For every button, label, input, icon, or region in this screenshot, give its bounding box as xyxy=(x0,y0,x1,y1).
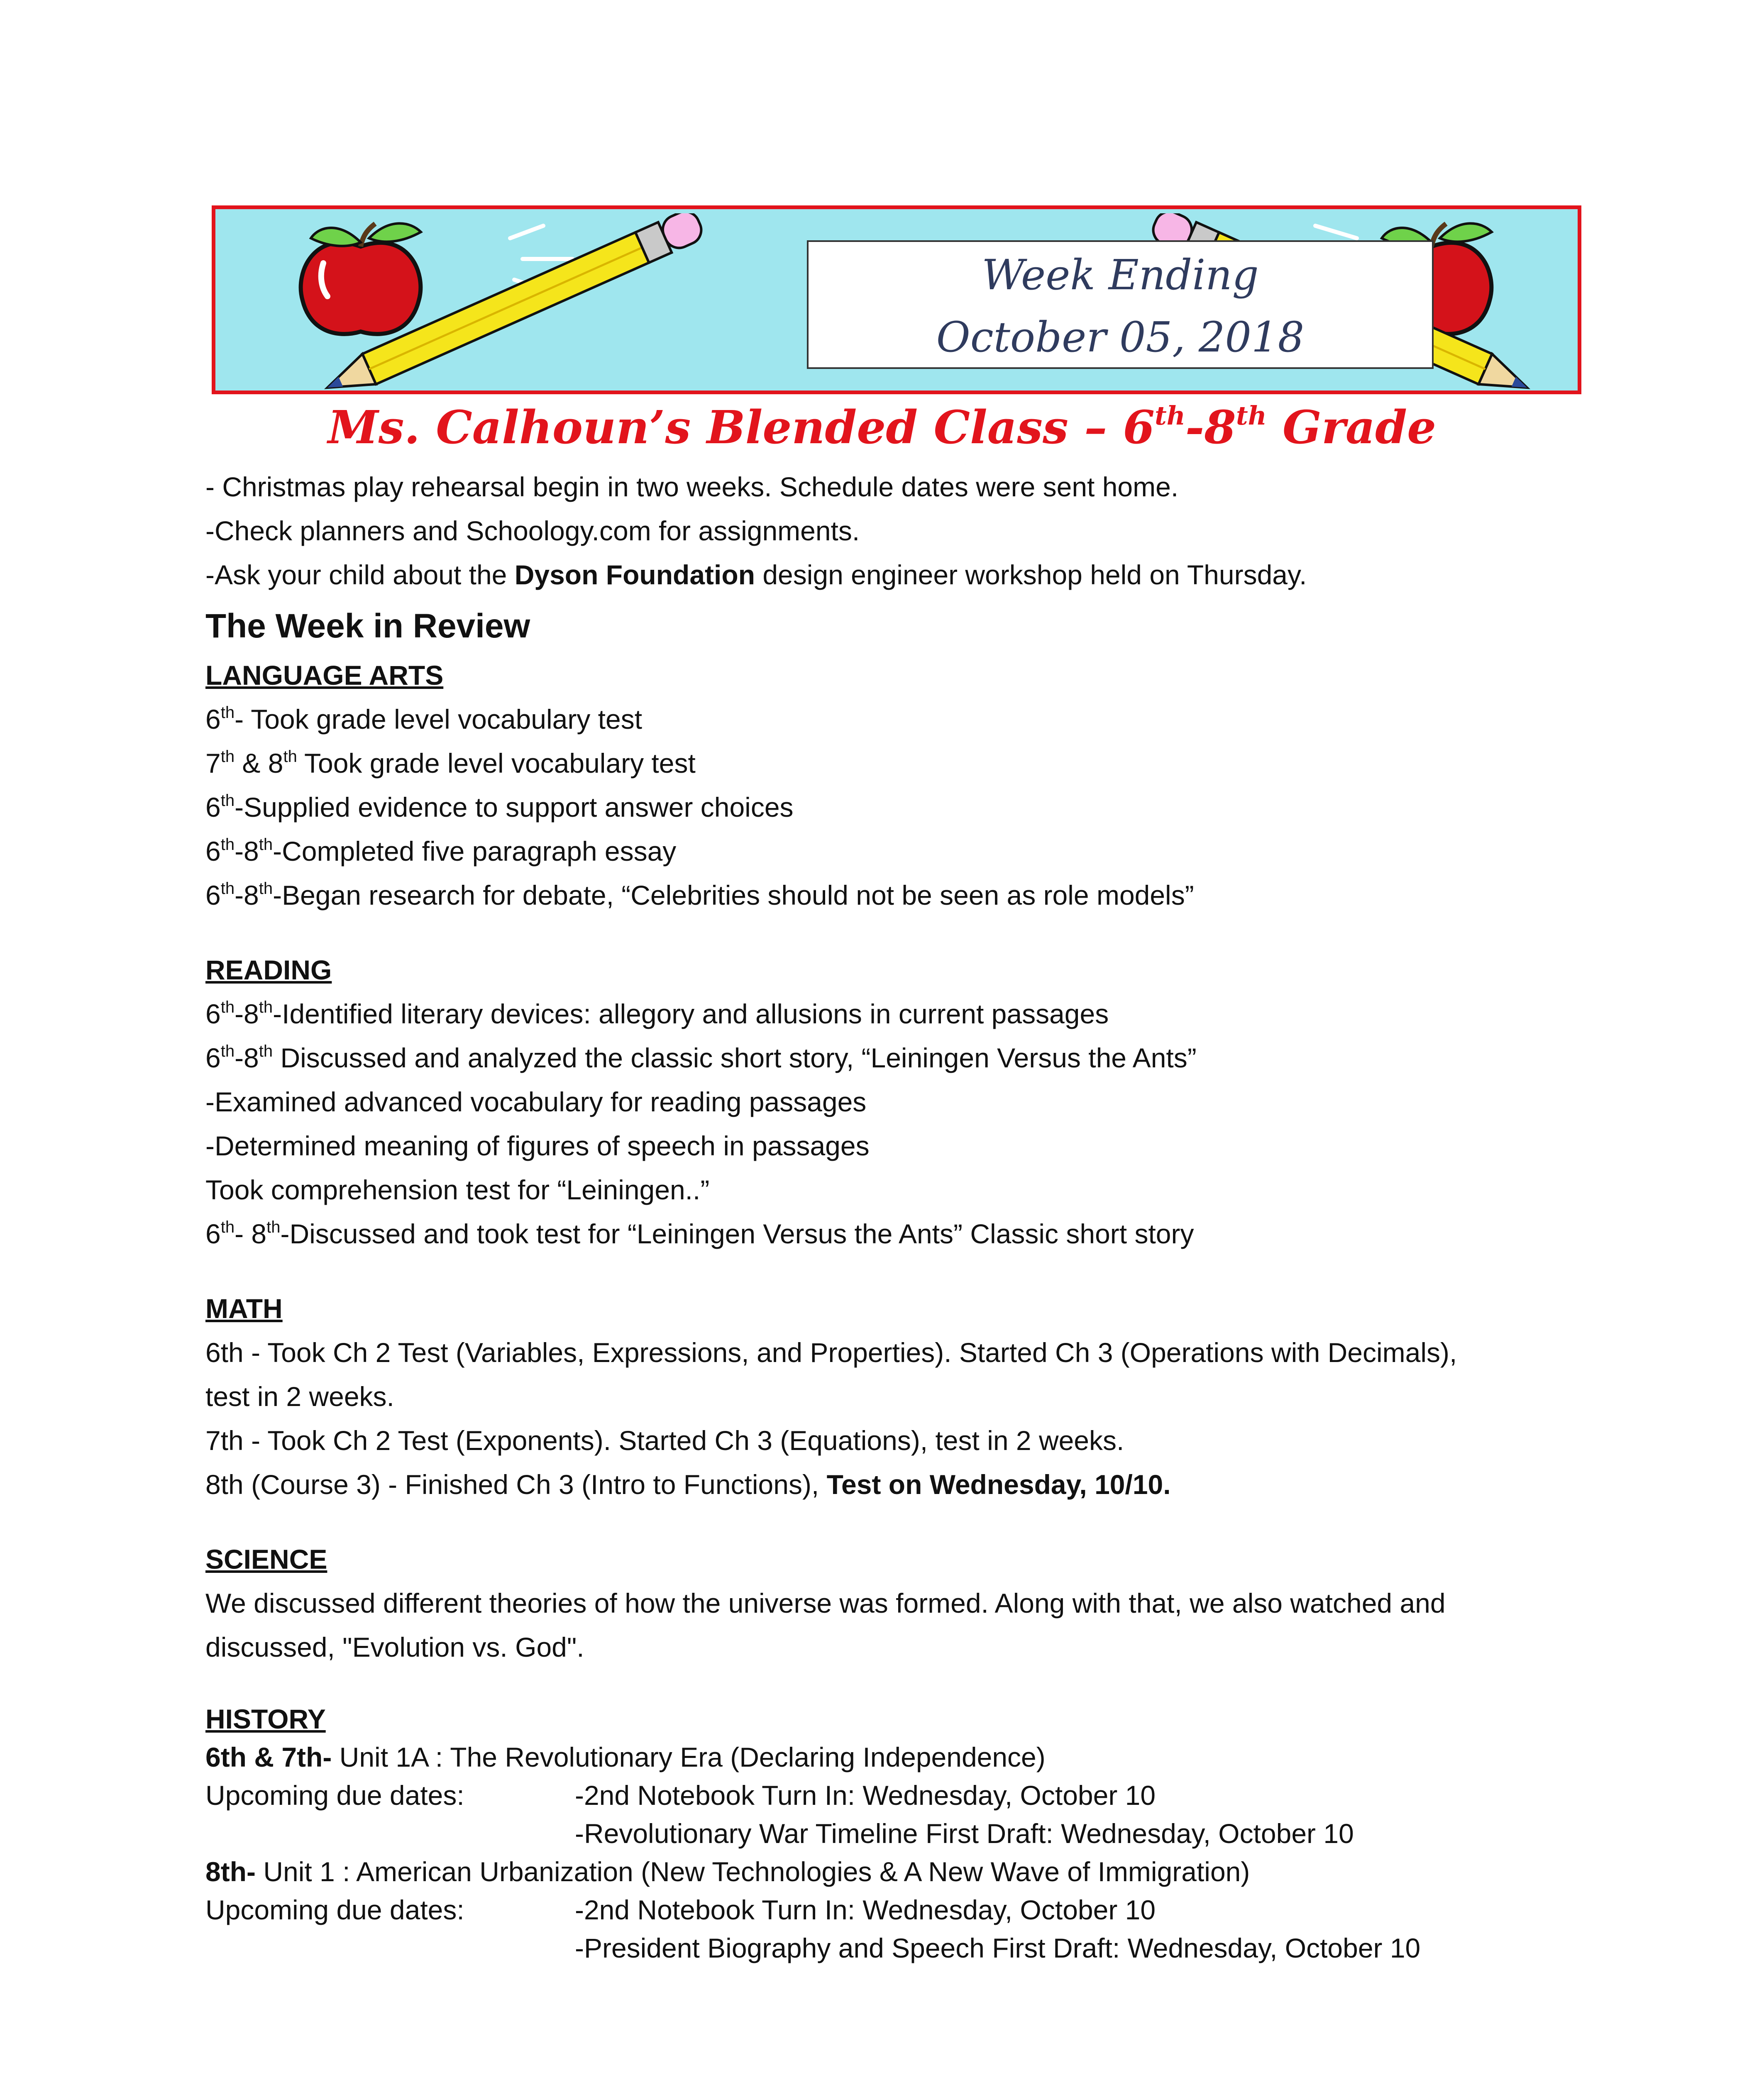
list-item: 6th-8th-Began research for debate, “Celebrities should not be seen as role models” xyxy=(205,879,1194,911)
list-item: 6th - Took Ch 2 Test (Variables, Expressions, and Properties). Started Ch 3 (Operations with Decimals), xyxy=(205,1337,1457,1368)
week-ending-label: Week Ending xyxy=(982,251,1259,299)
title-sup: th xyxy=(1155,400,1185,431)
paragraph-line: discussed, "Evolution vs. God". xyxy=(205,1632,584,1662)
list-item: 6th- Took grade level vocabulary test xyxy=(205,703,643,735)
paragraph-line: We discussed different theories of how the universe was formed. Along with that, we also watched and xyxy=(205,1588,1446,1618)
list-item: 6th- 8th-Discussed and took test for “Leiningen Versus the Ants” Classic short story xyxy=(205,1218,1194,1249)
due-dates-line: -President Biography and Speech First Draft: Wednesday, October 10 xyxy=(575,1933,1421,1963)
apple-pencil-left-icon xyxy=(257,213,817,394)
list-item: 7th & 8th Took grade level vocabulary test xyxy=(205,747,696,779)
unit-line: 6th & 7th- Unit 1A : The Revolutionary Era (Declaring Independence) xyxy=(205,1742,1046,1772)
due-dates-line: Upcoming due dates: -2nd Notebook Turn In: Wednesday, October 10 xyxy=(205,1894,1156,1925)
section-heading-math: MATH xyxy=(205,1293,283,1324)
list-item: 8th (Course 3) - Finished Ch 3 (Intro to Functions), Test on Wednesday, 10/10. xyxy=(205,1469,1171,1500)
announcement: -Ask your child about the Dyson Foundation design engineer workshop held on Thursday. xyxy=(205,559,1307,590)
section-heading-history: HISTORY xyxy=(205,1704,326,1734)
title-sup: th xyxy=(1236,400,1267,431)
week-ending-box xyxy=(807,240,1434,369)
list-item: 6th-8th-Completed five paragraph essay xyxy=(205,835,677,867)
review-heading: The Week in Review xyxy=(205,607,530,645)
title-main: Ms. Calhoun’s Blended Class – 6 xyxy=(327,400,1155,454)
page-title xyxy=(0,396,1764,459)
announcement: - Christmas play rehearsal begin in two weeks. Schedule dates were sent home. xyxy=(205,471,1179,502)
section-heading-science: SCIENCE xyxy=(205,1544,327,1575)
announcement: -Check planners and Schoology.com for assignments. xyxy=(205,515,860,546)
unit-line: 8th- Unit 1 : American Urbanization (New Technologies & A New Wave of Immigration) xyxy=(205,1856,1250,1887)
due-dates-line: Upcoming due dates: -2nd Notebook Turn In: Wednesday, October 10 xyxy=(205,1780,1156,1811)
due-dates-line: -Revolutionary War Timeline First Draft: Wednesday, October 10 xyxy=(575,1818,1354,1849)
list-item: test in 2 weeks. xyxy=(205,1381,394,1412)
section-heading-reading: READING xyxy=(205,954,332,985)
week-ending-date: October 05, 2018 xyxy=(936,313,1305,361)
list-item: 6th-8th-Identified literary devices: allegory and allusions in current passages xyxy=(205,998,1109,1029)
list-item: 7th - Took Ch 2 Test (Exponents). Started Ch 3 (Equations), test in 2 weeks. xyxy=(205,1425,1124,1456)
list-item: -Determined meaning of figures of speech in passages xyxy=(205,1130,870,1161)
list-item: 6th-8th Discussed and analyzed the classic short story, “Leiningen Versus the Ants” xyxy=(205,1042,1197,1073)
list-item: -Examined advanced vocabulary for reading passages xyxy=(205,1086,867,1117)
section-heading-language-arts: LANGUAGE ARTS xyxy=(205,660,444,691)
title-mid: -8 xyxy=(1185,400,1236,454)
list-item: 6th-Supplied evidence to support answer choices xyxy=(205,791,794,823)
week-banner xyxy=(212,205,1581,394)
title-end: Grade xyxy=(1266,400,1437,454)
newsletter-body xyxy=(205,465,1575,1967)
list-item: Took comprehension test for “Leiningen..” xyxy=(205,1174,710,1205)
